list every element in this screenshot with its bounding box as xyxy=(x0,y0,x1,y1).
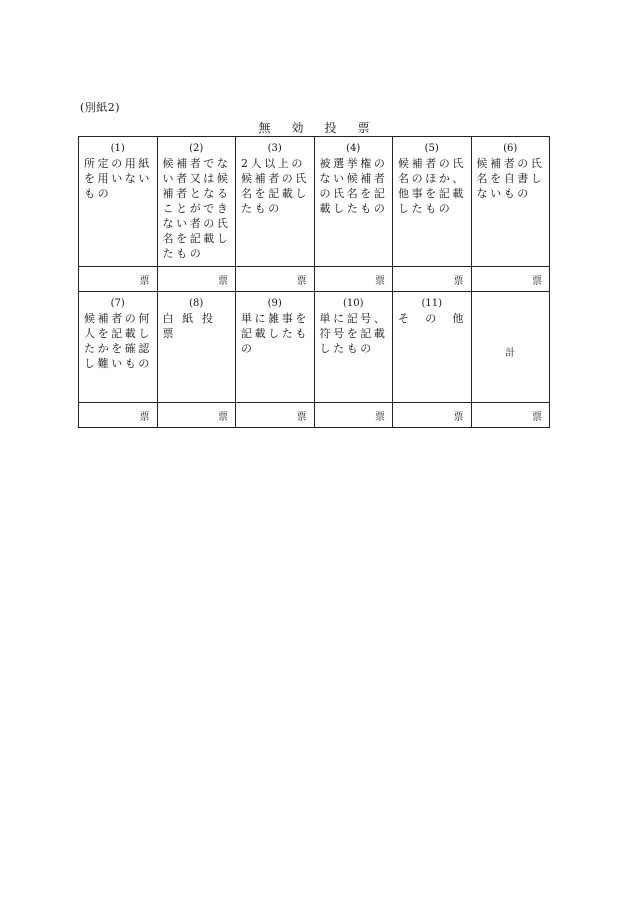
category-cell-4 xyxy=(314,137,393,267)
category-cell-11 xyxy=(393,292,472,403)
category-description: 候補者でない者又は候補者となることができない者の氏名を記載したもの xyxy=(162,157,231,260)
category-description: 白 紙 投 票 xyxy=(162,312,216,340)
category-cell-5 xyxy=(393,137,472,267)
category-cell-7 xyxy=(79,292,158,403)
category-description: 候補者の何人を記載したかを確認し難いもの xyxy=(84,312,152,370)
vote-unit: 票 xyxy=(375,411,385,423)
category-number: (10) xyxy=(342,298,364,309)
vote-unit: 票 xyxy=(375,275,385,287)
total-label-cell xyxy=(471,292,550,403)
vote-unit: 票 xyxy=(139,411,150,423)
vote-count-row-1 xyxy=(79,267,550,292)
category-cell-2 xyxy=(157,137,236,267)
vote-unit: 票 xyxy=(453,411,464,423)
vote-count-cell-total[interactable] xyxy=(471,403,550,428)
vote-count-cell-11[interactable] xyxy=(393,403,472,428)
vote-count-row-2 xyxy=(79,403,550,428)
vote-count-cell-5[interactable] xyxy=(393,267,472,292)
category-cell-9 xyxy=(236,292,315,403)
category-description: 候補者の氏名を自書しないもの xyxy=(476,157,545,200)
vote-count-cell-10[interactable] xyxy=(314,403,393,428)
category-number: (4) xyxy=(346,143,361,154)
vote-count-cell-8[interactable] xyxy=(157,403,236,428)
vote-count-cell-6[interactable] xyxy=(471,267,550,292)
vote-unit: 票 xyxy=(453,275,464,287)
category-row-1 xyxy=(79,137,550,267)
vote-count-cell-7[interactable] xyxy=(79,403,158,428)
vote-unit: 票 xyxy=(296,275,307,287)
vote-count-cell-9[interactable] xyxy=(236,403,315,428)
category-cell-1 xyxy=(79,137,158,267)
form-title: 無効投票 xyxy=(258,121,391,135)
category-description: 候補者の氏名のほか、他事を記載したもの xyxy=(398,157,466,215)
category-row-2 xyxy=(79,292,550,403)
category-number: (2) xyxy=(189,143,204,154)
category-cell-8 xyxy=(157,292,236,403)
total-label: 計 xyxy=(505,347,516,359)
category-description: 単に雑事を記載したもの xyxy=(241,312,309,355)
category-number: (9) xyxy=(267,298,282,309)
category-cell-10 xyxy=(314,292,393,403)
vote-unit: 票 xyxy=(532,275,542,287)
vote-count-cell-1[interactable] xyxy=(79,267,158,292)
vote-unit: 票 xyxy=(218,275,228,287)
category-description: 2人以上の候補者の氏名を記載したもの xyxy=(241,157,309,215)
category-number: (7) xyxy=(110,298,125,309)
annex-label: (別紙2) xyxy=(80,101,121,114)
category-number: (5) xyxy=(424,143,439,154)
vote-unit: 票 xyxy=(218,411,228,423)
category-description: 被選挙権のない候補者の氏名を記載したもの xyxy=(319,157,388,215)
category-cell-6 xyxy=(471,137,550,267)
category-number: (6) xyxy=(503,143,518,154)
vote-unit: 票 xyxy=(532,411,542,423)
vote-count-cell-4[interactable] xyxy=(314,267,393,292)
category-number: (11) xyxy=(421,298,443,309)
category-number: (8) xyxy=(189,298,204,309)
vote-unit: 票 xyxy=(139,275,150,287)
invalid-votes-table xyxy=(78,136,550,428)
vote-count-cell-2[interactable] xyxy=(157,267,236,292)
category-description: 所定の用紙を用いないもの xyxy=(84,157,152,200)
category-cell-3 xyxy=(236,137,315,267)
vote-count-cell-3[interactable] xyxy=(236,267,315,292)
category-number: (1) xyxy=(110,143,125,154)
category-description: そ の 他 xyxy=(398,312,466,325)
category-number: (3) xyxy=(267,143,282,154)
vote-unit: 票 xyxy=(296,411,307,423)
category-description: 単に記号、符号を記載したもの xyxy=(319,312,388,355)
